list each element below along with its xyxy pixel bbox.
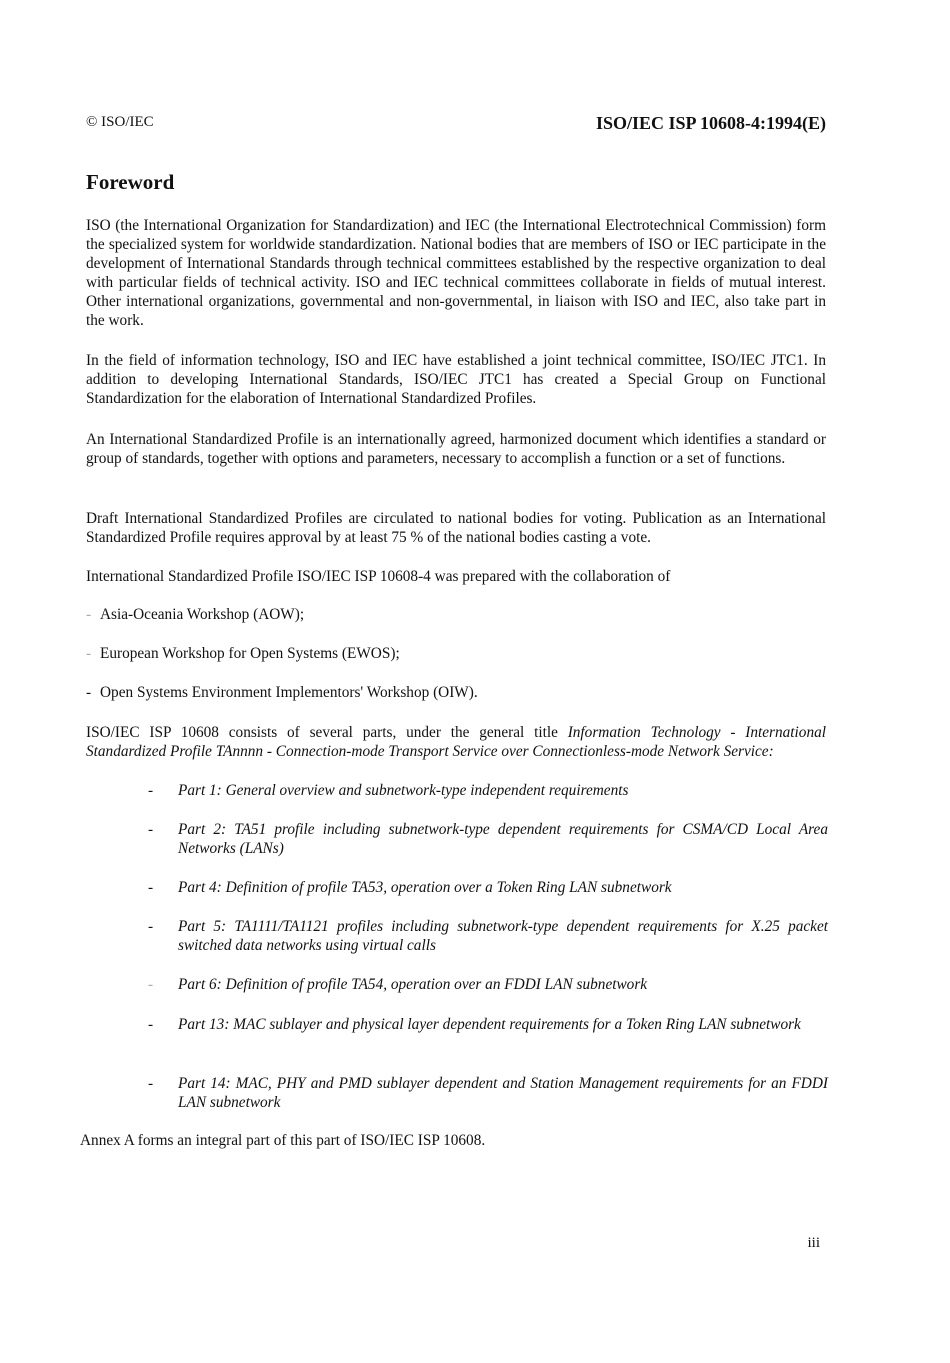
paragraph-draft-voting: Draft International Standardized Profiles are circulated to national bodies for voting. Publication as an International Standardized Profile requires approval by at least 75 % of the national bodies casting a vote. [86, 510, 826, 546]
header-copyright: © ISO/IEC [86, 114, 154, 130]
annex-note: Annex A forms an integral part of this part of ISO/IEC ISP 10608. [80, 1132, 486, 1149]
part-text: Part 14: MAC, PHY and PMD sublayer dependent and Station Management requirements for an FDDI LAN subnetwork [178, 1075, 828, 1111]
list-dash: - [148, 918, 154, 935]
list-dash: - [86, 684, 92, 701]
part-item [148, 1015, 828, 1034]
workshop-item [86, 644, 400, 663]
part-item [148, 781, 828, 800]
workshop-item [86, 605, 304, 624]
paragraph-iso-iec: ISO (the International Organization for Standardization) and IEC (the International Electrotechnical Commission) form the specialized system for worldwide standardization. National bodies that are members of ISO or IEC participate in the development of International Standards through technical committees established by the respective organization to deal with particular fields of technical activity. ISO and IEC technical committees collaborate in fields of mutual interest. Other international organizations, governmental and non-governmental, in liaison with ISO and IEC, also take part in the work. [86, 217, 826, 329]
list-dash: - [148, 879, 154, 896]
part-text: Part 4: Definition of profile TA53, operation over a Token Ring LAN subnetwork [178, 879, 672, 896]
workshop-text: Asia-Oceania Workshop (AOW); [100, 606, 305, 623]
paragraph-isp-definition: An International Standardized Profile is an internationally agreed, harmonized document which identifies a standard or group of standards, together with options and parameters, necessary to accomplish a function or a set of functions. [86, 431, 826, 467]
part-text: Part 1: General overview and subnetwork-type independent requirements [178, 782, 629, 799]
part-text: Part 5: TA1111/TA1121 profiles including subnetwork-type dependent requirements for X.25 packet switched data networks using virtual calls [178, 918, 828, 954]
part-item [148, 878, 828, 897]
paragraph-parts-intro [86, 723, 826, 761]
part-item [148, 820, 828, 858]
list-dash: - [148, 1075, 154, 1092]
header-standard-id: ISO/IEC ISP 10608-4:1994(E) [595, 113, 826, 133]
parts-intro-title: Information Technology - International Standardized Profile TAnnnn - Connection-mode Transport Service over Connectionless-mode Network Service: [86, 724, 827, 760]
part-text: Part 6: Definition of profile TA54, operation over an FDDI LAN subnetwork [178, 976, 648, 993]
list-dash: - [148, 976, 154, 993]
workshop-item [86, 683, 478, 702]
page-number: iii [807, 1235, 820, 1251]
list-dash: - [86, 606, 92, 623]
paragraph-jtc1: In the field of information technology, ISO and IEC have established a joint technical committee, ISO/IEC JTC1. In addition to developing International Standards, ISO/IEC JTC1 has created a Special Group on Functional Standardization for the elaboration of International Standardized Profiles. [86, 352, 826, 407]
workshop-text: European Workshop for Open Systems (EWOS); [100, 645, 400, 662]
list-dash: - [148, 1016, 154, 1033]
parts-intro-lead: ISO/IEC ISP 10608 consists of several parts, under the general title [86, 724, 568, 741]
list-dash: - [86, 645, 92, 662]
part-text: Part 2: TA51 profile including subnetwork-type dependent requirements for CSMA/CD Local Area Networks (LANs) [178, 821, 828, 857]
paragraph-collaboration: International Standardized Profile ISO/IEC ISP 10608-4 was prepared with the collaboration of [86, 568, 671, 585]
list-dash: - [148, 821, 154, 838]
part-item [148, 975, 828, 994]
page-title: Foreword [86, 170, 175, 194]
part-item [148, 1074, 828, 1112]
list-dash: - [148, 782, 154, 799]
workshop-text: Open Systems Environment Implementors' Workshop (OIW). [100, 684, 478, 701]
part-item [148, 917, 828, 955]
part-text: Part 13: MAC sublayer and physical layer dependent requirements for a Token Ring LAN subnetwork [178, 1016, 801, 1033]
